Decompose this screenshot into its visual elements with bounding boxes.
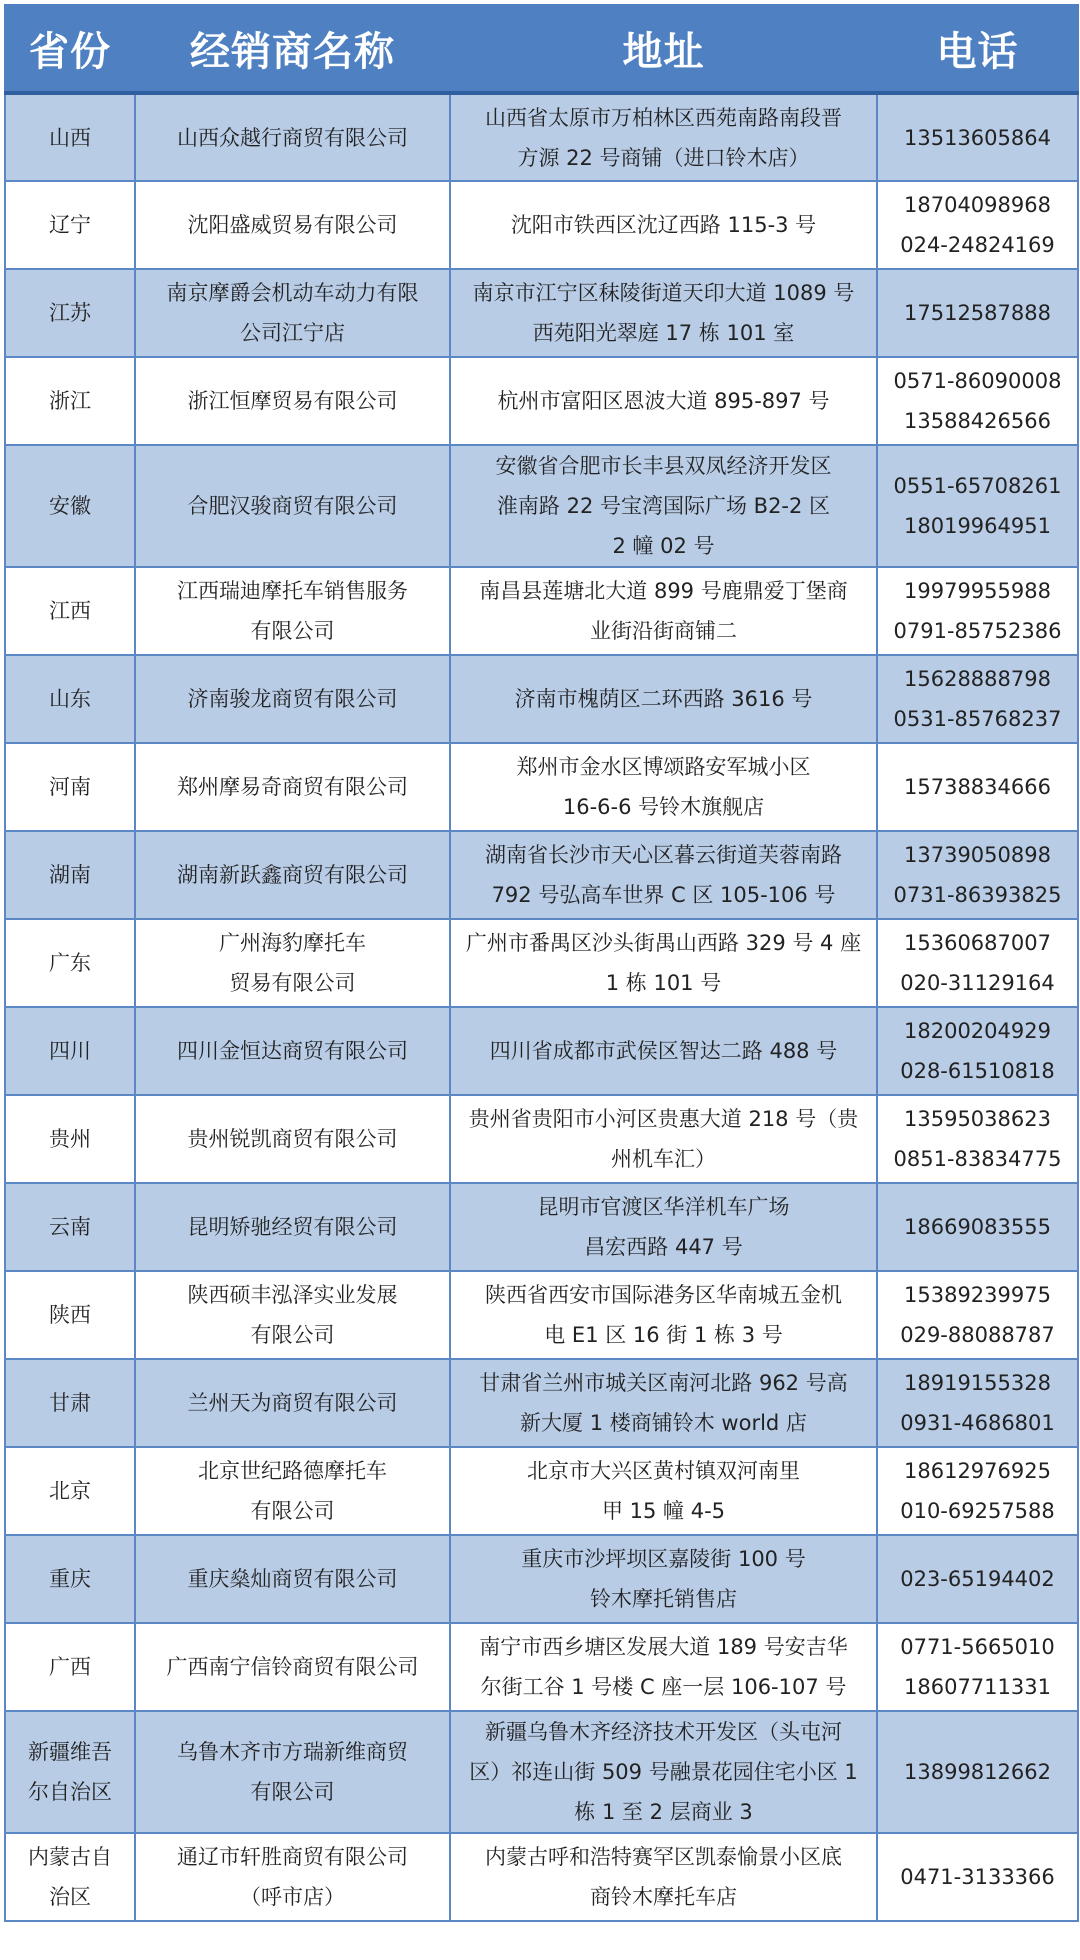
dealer-name-cell [135,1623,450,1711]
dealer-name-line: 湖南新跃鑫商贸有限公司 [177,863,408,887]
dealer-name-cell [135,1095,450,1183]
address-line: 商铃木摩托车店 [590,1885,737,1909]
phone-line: 18669083555 [904,1215,1051,1239]
phone-line: 18919155328 [904,1371,1051,1395]
dealer-name-cell [135,1447,450,1535]
province-cell [5,655,135,743]
phone-cell [877,743,1078,831]
address-line: 四川省成都市武侯区智达二路 488 号 [489,1039,838,1063]
table-row [5,269,1078,357]
address-line: 新疆乌鲁木齐经济技术开发区（头屯河 [485,1720,842,1744]
phone-cell [877,1359,1078,1447]
address-cell [450,1833,877,1921]
province-cell [5,1833,135,1921]
phone-line: 0551-65708261 [893,474,1062,498]
dealer-name-line: 广西南宁信铃商贸有限公司 [166,1655,419,1679]
province-cell [5,445,135,567]
province-line: 新疆维吾 [28,1740,112,1764]
address-line: 西苑阳光翠庭 17 栋 101 室 [532,321,795,345]
dealer-name-line: 陕西硕丰泓泽实业发展 [187,1283,398,1307]
dealer-name-line: 北京世纪路德摩托车 [198,1459,387,1483]
address-line: 湖南省长沙市天心区暮云街道芙蓉南路 [485,843,842,867]
address-line: 重庆市沙坪坝区嘉陵街 100 号 [521,1547,806,1571]
address-cell [450,269,877,357]
province-cell [5,93,135,181]
province-line: 山东 [49,687,91,711]
table-row [5,181,1078,269]
province-line: 北京 [49,1479,91,1503]
phone-line: 15628888798 [904,667,1051,691]
phone-line: 023-65194402 [900,1567,1055,1591]
address-cell [450,1359,877,1447]
address-cell [450,181,877,269]
dealer-name-cell [135,357,450,445]
phone-line: 010-69257588 [900,1499,1055,1523]
dealer-name-cell [135,93,450,181]
header-address: 地址 [450,5,877,93]
address-line: 昆明市官渡区华洋机车广场 [537,1195,790,1219]
address-line: 2 幢 02 号 [612,534,715,558]
phone-cell [877,1711,1078,1833]
address-line: 甘肃省兰州市城关区南河北路 962 号高 [479,1371,848,1395]
address-cell [450,655,877,743]
phone-line: 15389239975 [904,1283,1051,1307]
province-cell [5,1007,135,1095]
dealer-name-line: 浙江恒摩贸易有限公司 [187,389,398,413]
province-line: 河南 [49,775,91,799]
province-line: 内蒙古自 [28,1845,112,1869]
province-line: 广东 [49,951,91,975]
province-line: 甘肃 [49,1391,91,1415]
phone-cell [877,269,1078,357]
address-cell [450,1007,877,1095]
phone-cell [877,1447,1078,1535]
province-line: 广西 [49,1655,91,1679]
phone-line: 13513605864 [904,125,1051,150]
address-cell [450,1623,877,1711]
dealer-name-line: 合肥汉骏商贸有限公司 [187,494,398,518]
province-line: 湖南 [49,863,91,887]
phone-cell [877,1623,1078,1711]
dealer-name-line: 郑州摩易奇商贸有限公司 [177,775,408,799]
province-cell [5,1711,135,1833]
phone-line: 15360687007 [904,931,1051,955]
table-row [5,1711,1078,1833]
phone-line: 0851-83834775 [893,1147,1062,1171]
phone-cell [877,831,1078,919]
phone-line: 028-61510818 [900,1059,1055,1083]
dealer-name-line: 重庆燊灿商贸有限公司 [187,1567,398,1591]
address-cell [450,1535,877,1623]
table-row [5,1447,1078,1535]
table-row [5,1535,1078,1623]
dealer-name-cell [135,269,450,357]
address-line: 区）祁连山街 509 号融景花园住宅小区 1 [469,1760,858,1784]
dealer-name-line: 南京摩爵会机动车动力有限 [166,281,419,305]
phone-line: 0471-3133366 [900,1865,1055,1889]
phone-cell [877,1271,1078,1359]
phone-line: 18200204929 [904,1019,1051,1043]
address-line: 南昌县莲塘北大道 899 号鹿鼎爱丁堡商 [479,579,848,603]
phone-cell [877,1007,1078,1095]
table-row [5,1183,1078,1271]
dealer-table [4,4,1079,1922]
phone-cell [877,919,1078,1007]
address-line: 杭州市富阳区恩波大道 895-897 号 [497,389,830,413]
phone-line: 18019964951 [904,514,1051,538]
address-line: 铃木摩托销售店 [590,1587,737,1611]
dealer-name-line: 济南骏龙商贸有限公司 [187,687,398,711]
province-cell [5,1359,135,1447]
dealer-name-line: 有限公司 [250,1499,335,1523]
address-line: 北京市大兴区黄村镇双河南里 [527,1459,800,1483]
dealer-name-line: 沈阳盛威贸易有限公司 [187,213,398,237]
dealer-name-cell [135,1359,450,1447]
phone-cell [877,1833,1078,1921]
address-cell [450,1183,877,1271]
dealer-name-line: 兰州天为商贸有限公司 [187,1391,398,1415]
phone-line: 18704098968 [904,193,1051,217]
province-cell [5,919,135,1007]
table-row [5,1623,1078,1711]
phone-line: 0771-5665010 [900,1635,1055,1659]
table-row [5,919,1078,1007]
header-province: 省份 [5,5,135,93]
dealer-name-line: 贵州锐凯商贸有限公司 [187,1127,398,1151]
address-line: 南宁市西乡塘区发展大道 189 号安吉华 [479,1635,848,1659]
address-cell [450,445,877,567]
province-cell [5,743,135,831]
table-row [5,1007,1078,1095]
table-row [5,1359,1078,1447]
province-cell [5,357,135,445]
province-line: 尔自治区 [28,1780,112,1804]
dealer-name-cell [135,1833,450,1921]
dealer-name-cell [135,1711,450,1833]
dealer-name-line: 乌鲁木齐市方瑞新维商贸 [177,1740,408,1764]
address-line: 淮南路 22 号宝湾国际广场 B2-2 区 [496,494,831,518]
province-cell [5,1535,135,1623]
address-line: 沈阳市铁西区沈辽西路 115-3 号 [510,213,817,237]
address-line: 16-6-6 号铃木旗舰店 [562,795,765,819]
address-line: 安徽省合肥市长丰县双凤经济开发区 [495,454,832,478]
address-line: 方源 22 号商铺（进口铃木店） [517,145,810,170]
table-header [5,5,1078,93]
phone-line: 0731-86393825 [893,883,1062,907]
province-cell [5,1447,135,1535]
table-row [5,567,1078,655]
address-cell [450,1271,877,1359]
dealer-name-line: 贸易有限公司 [229,971,356,995]
dealer-name-line: 有限公司 [250,1780,335,1804]
dealer-name-cell [135,445,450,567]
dealer-name-cell [135,919,450,1007]
address-line: 贵州省贵阳市小河区贵惠大道 218 号（贵 [468,1107,859,1131]
address-line: 郑州市金水区博颂路安军城小区 [516,755,811,779]
address-line: 南京市江宁区秣陵街道天印大道 1089 号 [472,281,855,305]
dealer-name-cell [135,655,450,743]
phone-line: 13588426566 [904,409,1051,433]
dealer-name-line: （呼市店） [240,1885,345,1909]
province-line: 江西 [49,599,91,623]
table-body [5,93,1078,1921]
province-line: 山西 [49,125,91,150]
table-row [5,93,1078,181]
address-cell [450,93,877,181]
phone-cell [877,181,1078,269]
dealer-name-cell [135,831,450,919]
table-row [5,1271,1078,1359]
dealer-name-cell [135,1535,450,1623]
phone-line: 0531-85768237 [893,707,1062,731]
table-row [5,1095,1078,1183]
address-cell [450,1095,877,1183]
address-cell [450,567,877,655]
phone-line: 15738834666 [904,775,1051,799]
province-line: 云南 [49,1215,91,1239]
province-cell [5,1271,135,1359]
phone-line: 18612976925 [904,1459,1051,1483]
province-cell [5,1095,135,1183]
phone-cell [877,1183,1078,1271]
province-line: 辽宁 [49,213,91,237]
address-line: 新大厦 1 楼商铺铃木 world 店 [520,1411,807,1435]
phone-cell [877,93,1078,181]
dealer-name-line: 广州海豹摩托车 [219,931,366,955]
table-row [5,743,1078,831]
address-line: 济南市槐荫区二环西路 3616 号 [514,687,813,711]
address-cell [450,743,877,831]
province-line: 贵州 [49,1127,91,1151]
province-cell [5,567,135,655]
dealer-name-line: 四川金恒达商贸有限公司 [177,1039,408,1063]
dealer-name-line: 通辽市轩胜商贸有限公司 [177,1845,408,1869]
phone-cell [877,567,1078,655]
dealer-name-line: 有限公司 [250,1323,335,1347]
phone-line: 024-24824169 [900,233,1055,257]
address-line: 广州市番禺区沙头街禺山西路 329 号 4 座 [465,931,862,955]
province-cell [5,1183,135,1271]
address-line: 电 E1 区 16 街 1 栋 3 号 [544,1323,783,1347]
phone-cell [877,445,1078,567]
phone-cell [877,655,1078,743]
table-row [5,655,1078,743]
dealer-name-cell [135,567,450,655]
address-line: 山西省太原市万柏林区西苑南路南段晋 [485,105,842,130]
dealer-name-line: 有限公司 [250,619,335,643]
dealer-name-cell [135,1007,450,1095]
address-line: 1 栋 101 号 [605,971,722,995]
dealer-name-line: 昆明矫驰经贸有限公司 [187,1215,398,1239]
address-line: 内蒙古呼和浩特赛罕区凯泰愉景小区底 [485,1845,842,1869]
phone-line: 0931-4686801 [900,1411,1055,1435]
address-line: 792 号弘高车世界 C 区 105-106 号 [491,883,836,907]
province-line: 重庆 [49,1567,91,1591]
province-cell [5,831,135,919]
phone-line: 0791-85752386 [893,619,1062,643]
province-cell [5,1623,135,1711]
phone-line: 17512587888 [904,301,1051,325]
table-row [5,357,1078,445]
table-row [5,445,1078,567]
header-dealer-name: 经销商名称 [135,5,450,93]
dealer-name-cell [135,1271,450,1359]
dealer-name-line: 公司江宁店 [240,321,345,345]
address-line: 昌宏西路 447 号 [584,1235,743,1259]
table-row [5,831,1078,919]
phone-cell [877,1095,1078,1183]
province-line: 浙江 [49,389,91,413]
phone-line: 13739050898 [904,843,1051,867]
address-cell [450,919,877,1007]
phone-line: 029-88088787 [900,1323,1055,1347]
dealer-name-cell [135,1183,450,1271]
address-cell [450,1711,877,1833]
address-cell [450,831,877,919]
province-cell [5,181,135,269]
province-line: 陕西 [49,1303,91,1327]
table-row [5,1833,1078,1921]
province-line: 江苏 [49,301,91,325]
phone-cell [877,1535,1078,1623]
address-line: 尔街工谷 1 号楼 C 座一层 106-107 号 [480,1675,847,1699]
address-line: 业街沿街商铺二 [590,619,737,643]
address-line: 陕西省西安市国际港务区华南城五金机 [485,1283,842,1307]
dealer-name-cell [135,743,450,831]
dealer-name-line: 山西众越行商贸有限公司 [177,125,408,150]
address-line: 甲 15 幢 4-5 [601,1499,726,1523]
province-line: 治区 [49,1885,91,1909]
address-cell [450,1447,877,1535]
phone-line: 0571-86090008 [893,369,1062,393]
phone-line: 18607711331 [904,1675,1051,1699]
province-line: 安徽 [49,494,91,518]
header-phone: 电话 [877,5,1078,93]
phone-cell [877,357,1078,445]
phone-line: 19979955988 [904,579,1051,603]
address-line: 州机车汇） [611,1147,716,1171]
phone-line: 13595038623 [904,1107,1051,1131]
phone-line: 13899812662 [904,1760,1051,1784]
address-cell [450,357,877,445]
province-line: 四川 [49,1039,91,1063]
phone-line: 020-31129164 [900,971,1055,995]
province-cell [5,269,135,357]
dealer-name-line: 江西瑞迪摩托车销售服务 [177,579,408,603]
address-line: 栋 1 至 2 层商业 3 [574,1800,753,1824]
dealer-name-cell [135,181,450,269]
